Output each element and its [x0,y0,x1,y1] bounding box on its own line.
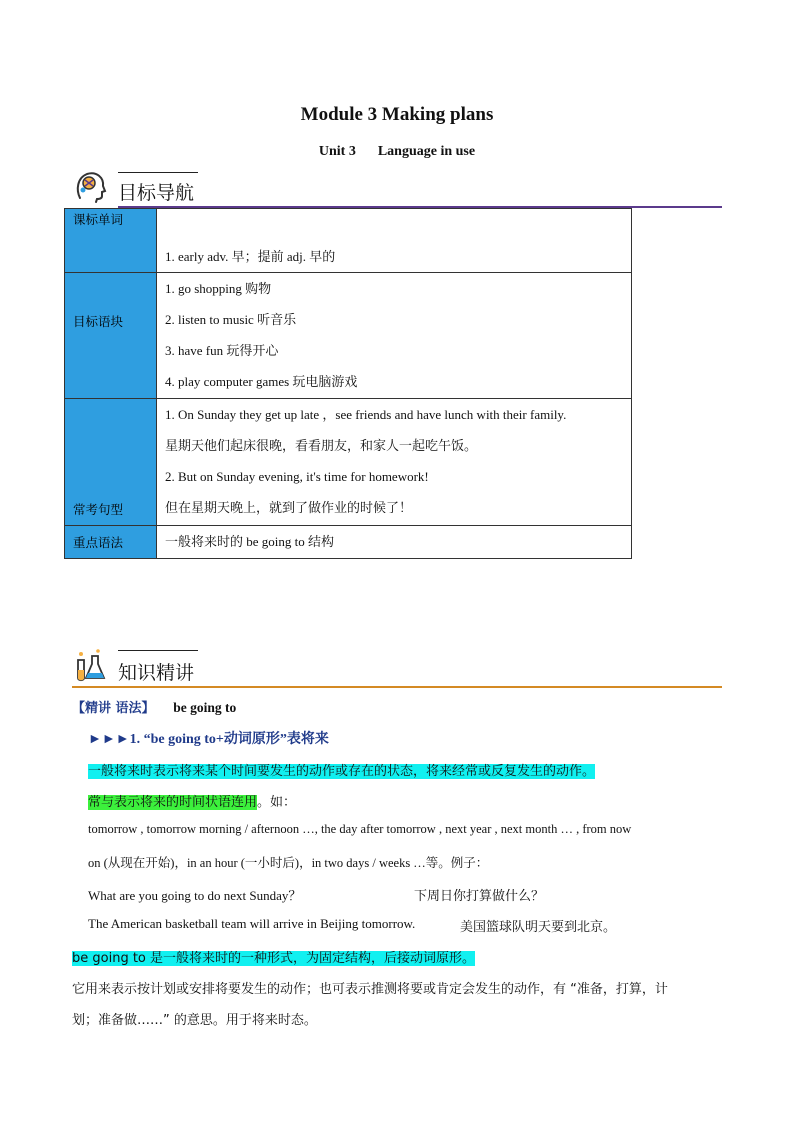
row-line: 1. go shopping 购物 [165,281,272,296]
section-topline [118,650,198,651]
example-1-cn: 下周日你打算做什么？ [414,889,545,904]
highlighted-text: be going to 是一般将来时的一种形式，为固定结构，后接动词原形。 [72,951,476,966]
brain-head-icon [72,168,108,204]
usage-line-1: 它用来表示按计划或安排将要发生的动作；也可表示推测将要或肯定会发生的动作，有 “准备，打算，计 [72,982,668,997]
point-title: 1. “be going to+动词原形”表将来 [129,732,329,747]
highlighted-text: 一般将来时表示将来某个时间要发生的动作或存在的状态，将来经常或反复发生的动作。 [88,764,596,779]
row-content [157,209,632,273]
point-heading [88,728,329,748]
row-content [157,526,632,559]
page-title: Module 3 Making plans [300,104,494,125]
example-2-en: The American basketball team will arrive in Beijing tomorrow. [88,916,416,931]
row-content [157,399,632,526]
section-heading-goals: 目标导航 [118,182,195,204]
topic-heading [72,697,236,716]
row-label-text: 常考句型 [73,502,124,517]
rule-line-2 [88,791,296,810]
section-topline [118,172,198,173]
row-label [65,526,157,559]
row-content [157,273,632,399]
row-label-text: 目标语块 [73,314,124,329]
row-line: 3. have fun 玩得开心 [165,343,279,358]
page-subtitle [0,144,794,160]
topic-name: be going to [173,700,237,715]
highlighted-text: 常与表示将来的时间状语连用 [88,795,258,810]
row-line: 1. On Sunday they get up late ，see friends and have lunch with their family. [165,407,567,422]
topic-tag: 【精讲 语法】 [72,701,155,716]
goals-table [64,208,632,559]
example-1-en: What are you going to do next Sunday？ [88,888,302,903]
row-line: 一般将来时的 be going to 结构 [165,534,334,549]
time-expressions-line-2: on (从现在开始)，in an hour (一小时后)，in two days / weeks …等。例子： [88,856,489,870]
point-arrows-icon: ►►► [88,732,130,747]
table-row [65,526,632,559]
section-divider [72,686,722,688]
row-line: 1. early adv. 早；提前 adj. 早的 [165,249,336,264]
table-row [65,209,632,273]
rule-line-1 [88,760,595,779]
row-line: 2. But on Sunday evening, it's time for homework! [165,469,429,484]
row-label-text: 重点语法 [73,535,124,550]
table-row [65,399,632,526]
lab-flask-icon [72,648,108,684]
row-line: 星期天他们起床很晚，看看朋友，和家人一起吃午饭。 [165,438,478,453]
row-line: 4. play computer games 玩电脑游戏 [165,374,358,389]
row-label [65,273,157,399]
row-line: 2. listen to music 听音乐 [165,312,297,327]
usage-line-2: 划；准备做……” 的意思。用于将来时态。 [72,1013,317,1028]
structure-note [72,947,475,966]
subtitle-topic: Language in use [377,144,476,159]
row-label [65,209,157,273]
row-label-text: 课标单词 [73,212,124,227]
row-line: 但在星期天晚上，就到了做作业的时候了！ [165,500,413,515]
plain-text: 。如： [257,795,297,810]
time-expressions-line-1: tomorrow , tomorrow morning / afternoon …, the day after tomorrow , next year , next month … , from now [88,822,632,836]
section-heading-knowledge: 知识精讲 [118,662,195,684]
table-row [65,273,632,399]
row-label [65,399,157,526]
subtitle-unit: Unit 3 [318,144,356,159]
example-2-cn: 美国篮球队明天要到北京。 [460,920,617,935]
